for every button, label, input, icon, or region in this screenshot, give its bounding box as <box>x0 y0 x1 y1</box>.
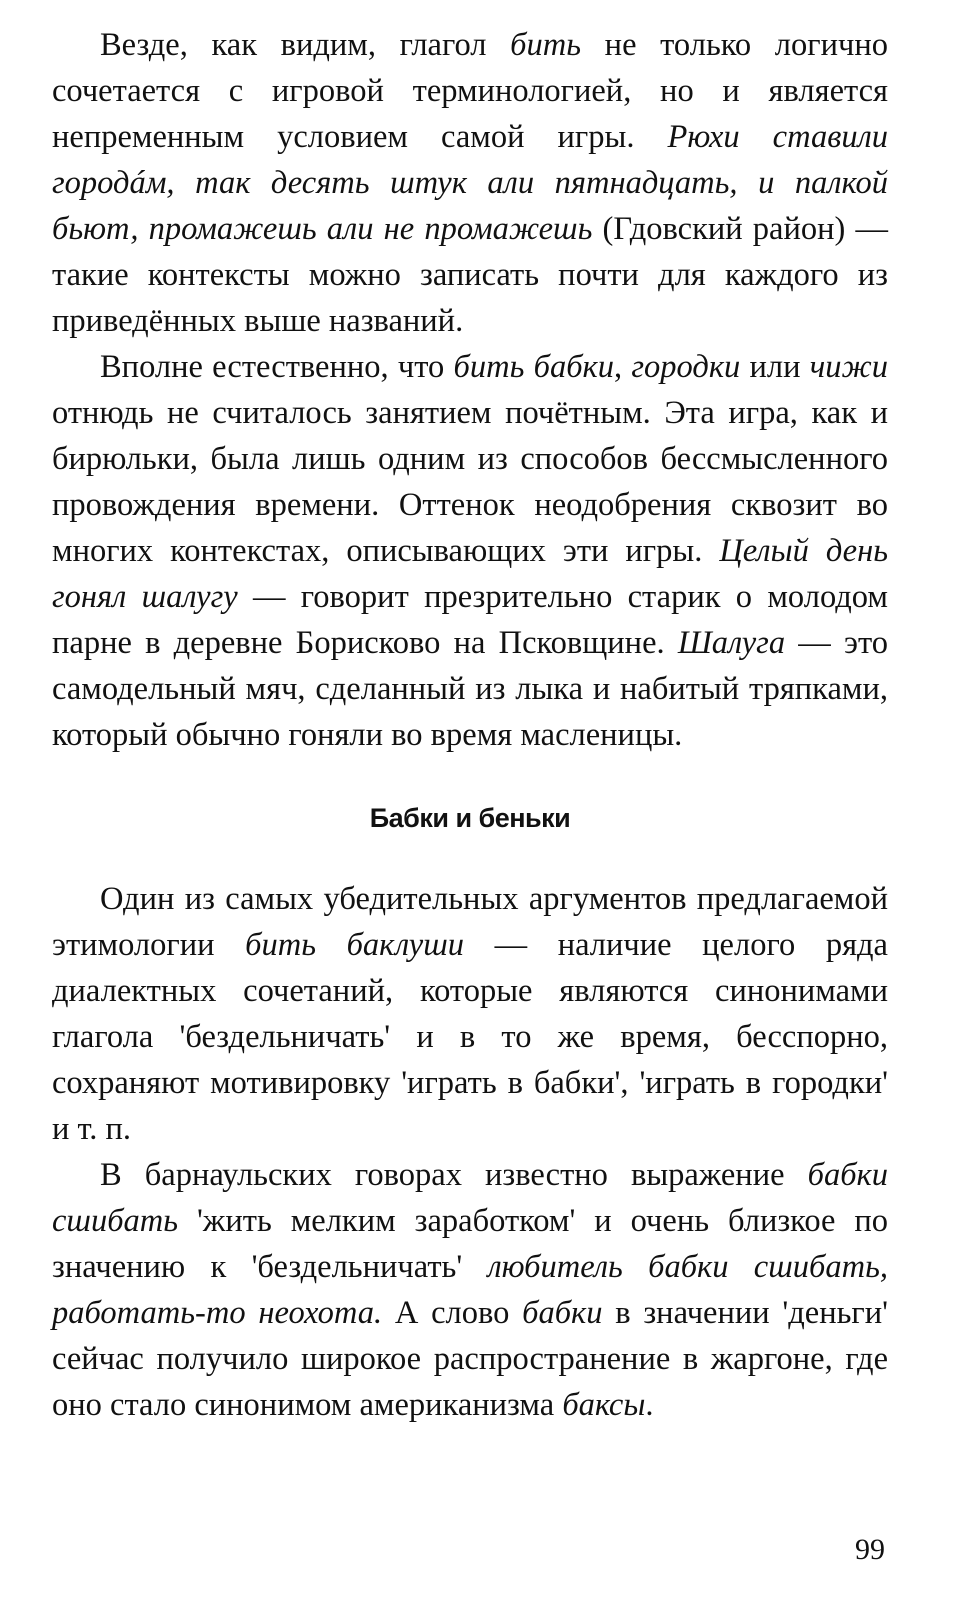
text-run: или <box>740 349 810 385</box>
text-run: , <box>614 349 632 385</box>
book-page <box>52 22 888 1428</box>
italic-text: бить <box>510 27 582 63</box>
paragraph-4 <box>52 1152 888 1428</box>
italic-text: чижи <box>809 349 889 385</box>
italic-text: бить баклуши <box>245 927 464 963</box>
italic-text: Целый день гонял шалугу <box>52 533 888 615</box>
paragraph-1 <box>52 22 888 344</box>
paragraph-2 <box>52 344 888 758</box>
text-run: — это самодельный мяч, сделанный из лыка и набитый тряпками, который обычно гоняли во время масленицы. <box>52 625 888 753</box>
text-run: Везде, как видим, глагол <box>100 27 511 63</box>
text-run: отнюдь не считалось занятием почётным. Эта игра, как и бирюльки, была лишь одним из способов бессмысленного провождения времени. Оттенок неодобрения сквозит во многих контекстах, описывающих эти игры. <box>52 395 888 569</box>
text-run: . <box>645 1387 654 1423</box>
section-heading: Бабки и беньки <box>369 803 571 833</box>
italic-text: бабки сшибать <box>52 1157 888 1239</box>
text-run: — наличие целого ряда диалектных сочетаний, которые являются синонимами глагола 'бездельничать' и в то же время, бесспорно, сохраняют мотивировку 'играть в бабки', 'играть в городки' и т. п. <box>52 927 888 1147</box>
italic-text: баксы <box>562 1387 646 1423</box>
italic-text: Рюхи ставили городáм, так десять штук али пятнадцать, и палкой бьют, промажешь али не промажешь <box>52 119 889 247</box>
text-run: Вполне естественно, что <box>100 349 454 385</box>
text-run: — говорит презрительно старик о молодом парне в деревне Борисково на Псковщине. <box>52 579 888 661</box>
text-run: А слово <box>382 1295 523 1331</box>
text-run: 'жить мелким заработком' и очень близкое по значению к 'бездельничать' <box>52 1203 888 1285</box>
paragraph-3 <box>52 876 888 1152</box>
text-run: (Гдовский район) — такие контексты можно записать почти для каждого из приведённых выше названий. <box>52 211 888 339</box>
text-run: в значении 'деньги' сейчас получило широкое распространение в жаргоне, где оно стало синонимом американизма <box>52 1295 888 1423</box>
text-run: не только логично сочетается с игровой терминологией, но и является непременным условием самой игры. <box>52 27 888 155</box>
text-run: В барнаульских говорах известно выражение <box>100 1157 808 1193</box>
page-number: 99 <box>855 1533 885 1566</box>
italic-text: любитель бабки сшибать, работать-то неохота. <box>52 1249 888 1331</box>
italic-text: городки <box>631 349 741 385</box>
text-run: Один из самых убедительных аргументов предлагаемой этимологии <box>52 881 888 963</box>
italic-text: бабки <box>522 1295 603 1331</box>
italic-text: Шалуга <box>677 625 786 661</box>
italic-text: бить бабки <box>453 349 614 385</box>
